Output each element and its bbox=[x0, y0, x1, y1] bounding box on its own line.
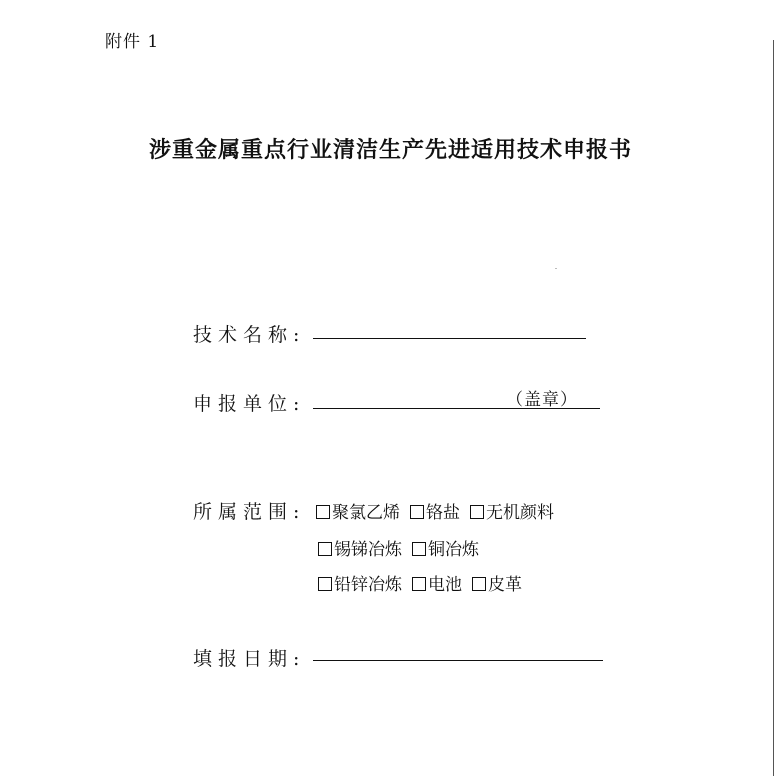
scope-option-label: 铅锌冶炼 bbox=[334, 575, 402, 595]
applicant-unit-label: 申报单位: bbox=[193, 393, 306, 415]
stamp-note: （盖章） bbox=[506, 390, 578, 410]
scope-label: 所属范围: bbox=[193, 501, 306, 523]
checkbox-icon[interactable] bbox=[410, 505, 424, 519]
scope-options-row-2 bbox=[318, 535, 489, 560]
fill-date-label: 填报日期: bbox=[193, 648, 306, 670]
scope-option-copper-smelting[interactable] bbox=[412, 535, 479, 560]
checkbox-icon[interactable] bbox=[412, 542, 426, 556]
document-title: 涉重金属重点行业清洁生产先进适用技术申报书 bbox=[148, 138, 632, 163]
scope-option-chromium-salt[interactable] bbox=[410, 498, 460, 523]
scope-option-battery[interactable] bbox=[412, 570, 462, 595]
scope-options-row-3 bbox=[318, 570, 532, 595]
scope-option-tin-antimony-smelting[interactable] bbox=[318, 535, 402, 560]
scope-options-row-1 bbox=[316, 498, 564, 523]
checkbox-icon[interactable] bbox=[472, 577, 486, 591]
checkbox-icon[interactable] bbox=[318, 542, 332, 556]
fill-date-field[interactable] bbox=[313, 660, 603, 661]
checkbox-icon[interactable] bbox=[316, 505, 330, 519]
technology-name-label: 技术名称: bbox=[193, 324, 306, 346]
scope-option-label: 皮革 bbox=[488, 575, 522, 595]
scope-option-label: 无机颜料 bbox=[486, 503, 554, 523]
annex-label: 附件 1 bbox=[105, 32, 160, 52]
scan-speck bbox=[555, 268, 557, 269]
scope-option-pvc[interactable] bbox=[316, 498, 400, 523]
scope-option-label: 铬盐 bbox=[426, 503, 460, 523]
scope-option-leather[interactable] bbox=[472, 570, 522, 595]
technology-name-field[interactable] bbox=[313, 338, 586, 339]
checkbox-icon[interactable] bbox=[470, 505, 484, 519]
scope-option-label: 铜冶炼 bbox=[428, 540, 479, 560]
scope-option-lead-zinc-smelting[interactable] bbox=[318, 570, 402, 595]
scope-option-label: 电池 bbox=[428, 575, 462, 595]
scope-option-label: 聚氯乙烯 bbox=[332, 503, 400, 523]
checkbox-icon[interactable] bbox=[318, 577, 332, 591]
scope-option-label: 锡锑冶炼 bbox=[334, 540, 402, 560]
scope-option-inorganic-pigment[interactable] bbox=[470, 498, 554, 523]
checkbox-icon[interactable] bbox=[412, 577, 426, 591]
